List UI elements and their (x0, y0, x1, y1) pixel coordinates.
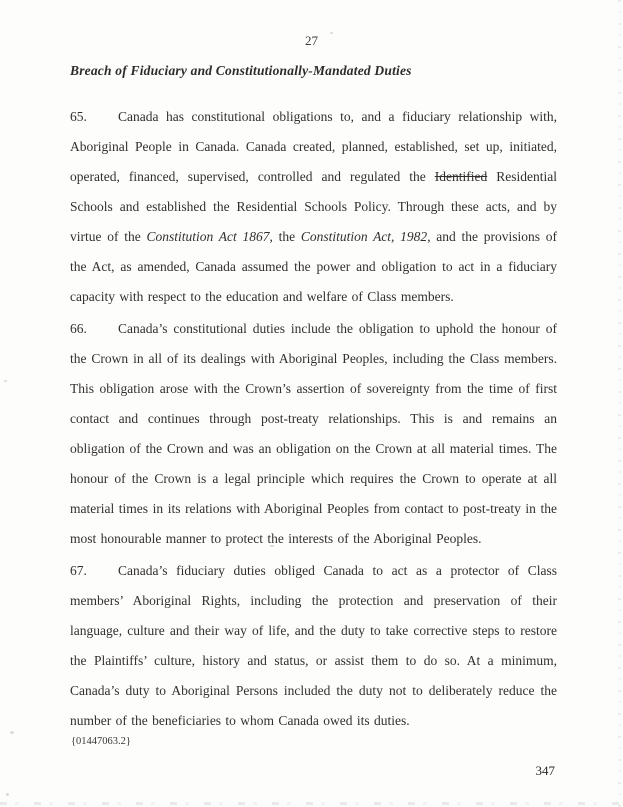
bottom-page-number: 347 (535, 763, 555, 778)
scan-speck (10, 731, 14, 734)
section-heading: Breach of Fiduciary and Constitutionally-Mandated Duties (70, 63, 412, 78)
paragraph-segment-strike: Identified (434, 169, 488, 184)
paragraph-text (70, 109, 557, 304)
scan-speck (270, 545, 274, 547)
paragraph-number: 67. (70, 563, 87, 578)
scan-speck (6, 793, 9, 796)
scan-noise-bottom-edge (0, 802, 623, 805)
scan-speck (4, 380, 7, 382)
scan-noise-right-edge (618, 0, 621, 807)
paragraph-segment: Canada has constitutional obligations to, and a fiduciary relationship with, Aboriginal People in Canada. Canada created, planned, established, set up, initiated, operated, financed, supervised, controlled and regulated the (70, 109, 557, 184)
paragraph-66 (70, 314, 557, 554)
paragraph-segment: Canada’s constitutional duties include the obligation to uphold the honour of the Crown in all of its dealings with Aboriginal Peoples, including the Class members. This obligation arose with the Crown’s assertion of sovereignty from the time of first contact and continues through post-treaty relationships. This is and remains an obligation of the Crown and was an obligation on the Crown at all material times. The honour of the Crown is a legal principle which requires the Crown to operate at all material times in its relations with Aboriginal Peoples from contact to post-treaty in the most honourable manner to protect the interests of the Aboriginal Peoples. (70, 321, 557, 546)
paragraph-segment: , the (269, 229, 301, 244)
paragraph-segment: Canada’s fiduciary duties obliged Canada to act as a protector of Class members’ Aboriginal Rights, including the protection and preservation of their language, culture and their way of life, and the duty to take corrective steps to restore the Plaintiffs’ culture, history and status, or assist them to do so. At a minimum, Canada’s duty to Aboriginal Persons included the duty not to deliberately reduce the number of the beneficiaries to whom Canada owed its duties. (70, 563, 557, 728)
scan-speck (330, 32, 333, 34)
paragraph-segment-italic: Constitution Act, 1982 (300, 229, 428, 244)
paragraph-67 (70, 556, 557, 736)
paragraph-text (70, 321, 557, 546)
paragraph-65 (70, 102, 557, 312)
paragraph-number: 65. (70, 109, 87, 124)
paragraph-number: 66. (70, 321, 87, 336)
paragraph-text (70, 563, 557, 728)
top-page-number: 27 (305, 33, 318, 48)
document-body (70, 102, 557, 738)
paragraph-segment: Residential Schools and established the Residential Schools Policy. Through these acts, and by virtue of the (70, 169, 557, 244)
paragraph-segment: , and the provisions of the Act, as amended, Canada assumed the power and obligation to act in a fiduciary capacity with respect to the education and welfare of Class members. (70, 229, 558, 304)
footer-docket-number: {01447063.2} (71, 736, 131, 747)
paragraph-segment-italic: Constitution Act 1867 (146, 229, 270, 244)
